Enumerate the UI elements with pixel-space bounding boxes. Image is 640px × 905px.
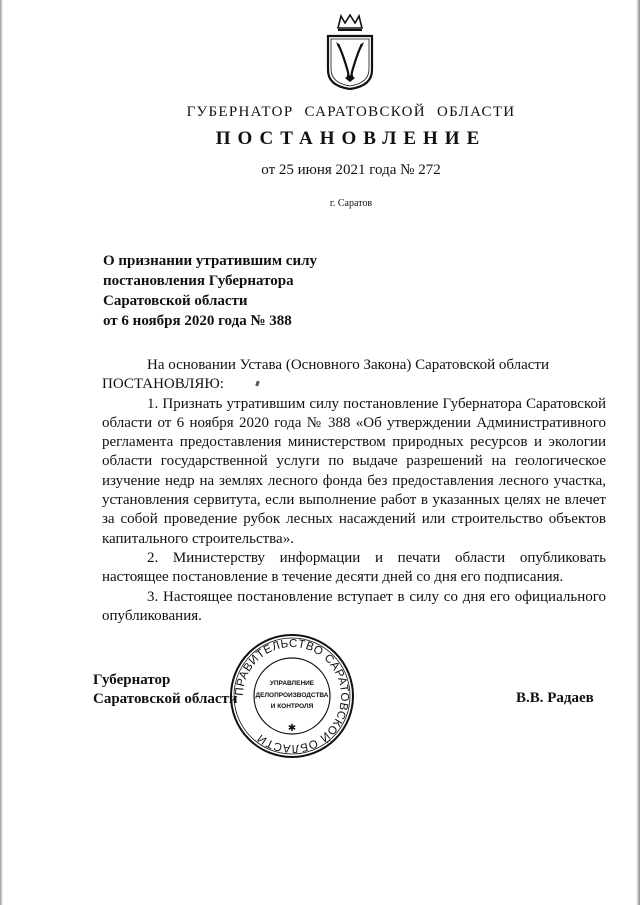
subject-line: О признании утратившим силу xyxy=(103,253,317,269)
intro-paragraph: На основании Устава (Основного Закона) Саратовской области xyxy=(147,357,550,373)
item-paragraph-1: 1. Признать утратившим силу постановление Губернатора Саратовской области от 6 ноября 2020 года № 388 «Об утверждении Административного регламента предоставления министерством природных ресурсов и экологии области государственной услуги по выдаче разрешений на геологическое изучение недр на землях лесного фонда без предоставления лесного участка, установления сервитута, если выполнение работ в указанных целях не влечет за собой проведение рубок лесных насаждений или строительство объектов капитального строительства». xyxy=(102,395,606,547)
position-line: Губернатор xyxy=(93,672,171,688)
resolve-word: ПОСТАНОВЛЯЮ: xyxy=(102,376,224,393)
item-paragraph-3: 3. Настоящее постановление вступает в силу со дня его официального опубликования. xyxy=(102,588,606,624)
official-seal xyxy=(229,633,355,759)
document-body xyxy=(102,356,606,626)
subject-line: постановления Губернатора xyxy=(103,273,294,289)
document-subject xyxy=(103,251,363,331)
seal-star-icon: ✱ xyxy=(287,723,297,734)
document-date-number: от 25 июня 2021 года № 272 xyxy=(261,162,441,178)
subject-line: Саратовской области xyxy=(103,293,248,309)
position-line: Саратовской области xyxy=(93,691,238,707)
subject-line: от 6 ноября 2020 года № 388 xyxy=(103,313,292,329)
seal-inner-line: ДЕЛОПРОИЗВОДСТВА xyxy=(255,692,329,699)
issuing-authority: ГУБЕРНАТОР САРАТОВСКОЙ ОБЛАСТИ xyxy=(186,104,516,120)
signatory-position xyxy=(93,671,238,709)
seal-outer-text: ПРАВИТЕЛЬСТВО САРАТОВСКОЙ ОБЛАСТИ xyxy=(233,637,351,755)
document-place: г. Саратов xyxy=(329,198,373,209)
saratov-coat-of-arms-icon xyxy=(325,14,375,90)
seal-inner-line: УПРАВЛЕНИЕ xyxy=(269,680,315,687)
seal-inner-line: И КОНТРОЛЯ xyxy=(270,703,314,710)
item-paragraph-2: 2. Министерству информации и печати области опубликовать настоящее постановление в течение десяти дней со дня его подписания. xyxy=(102,549,606,586)
signatory-name: В.В. Радаев xyxy=(516,690,594,706)
document-type: ПОСТАНОВЛЕНИЕ xyxy=(215,128,487,149)
